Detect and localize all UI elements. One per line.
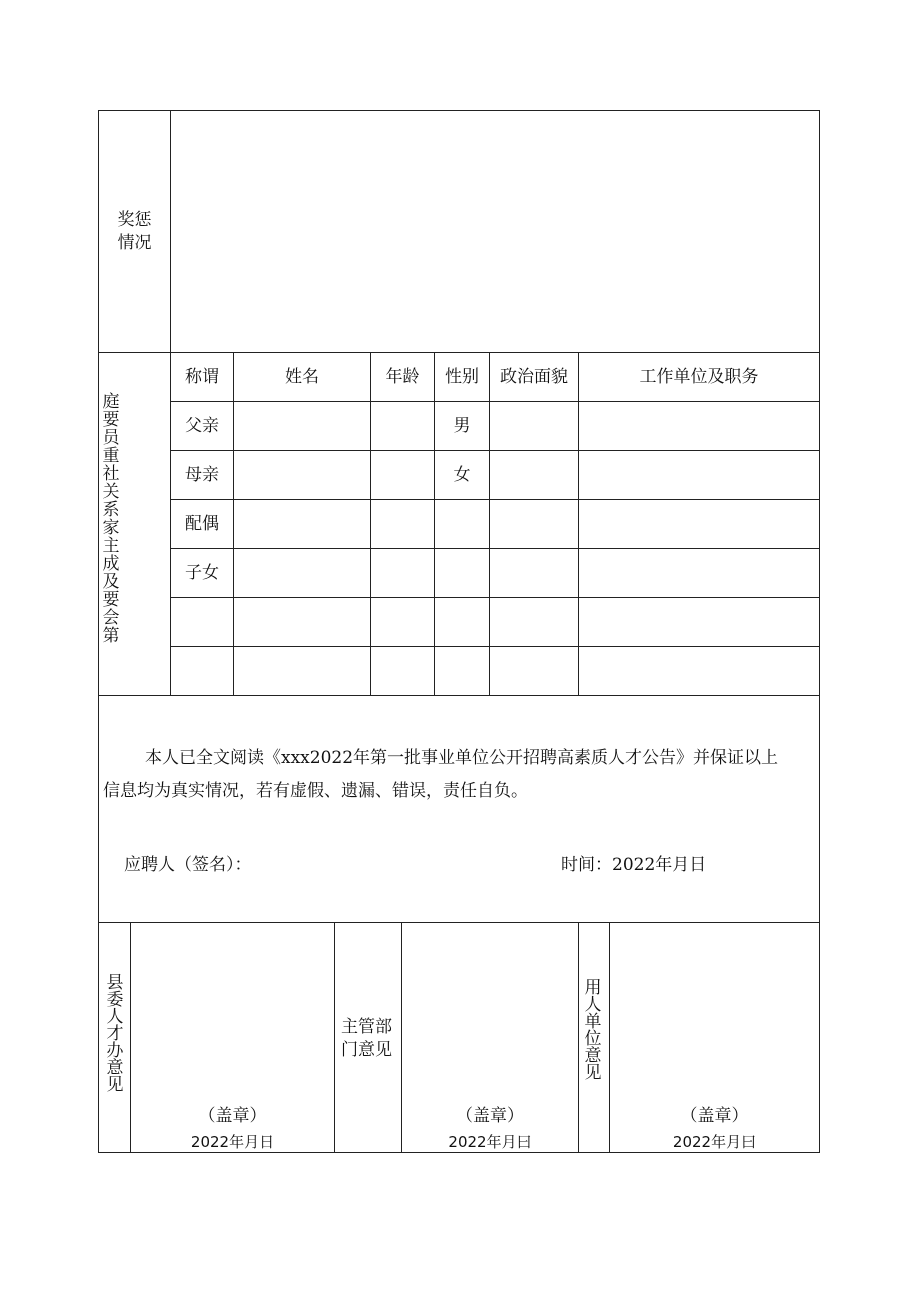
declaration-line2: 信息均为真实情况，若有虚假、遗漏、错误，责任自负。 [103, 781, 528, 801]
divider [578, 352, 579, 695]
header-name: 姓名 [285, 367, 319, 387]
header-relation: 称谓 [185, 367, 219, 387]
approval-date-employer: 2022年月曰 [672, 1133, 757, 1151]
divider [170, 401, 819, 402]
awards-label-line2: 情况 [117, 233, 152, 253]
divider [170, 499, 819, 500]
divider [170, 548, 819, 549]
row-relation: 母亲 [185, 465, 219, 485]
declaration-line1: 本人已全文阅读《xxx2022年第一批事业单位公开招聘高素质人才公告》并保证以上 [145, 748, 779, 768]
divider [99, 352, 819, 353]
dept-label-line1: 主管部 [341, 1017, 392, 1037]
divider [170, 450, 819, 451]
county-talent-office-label: 县委人才办意见 [106, 973, 124, 1095]
registration-form [98, 110, 820, 1153]
divider [170, 597, 819, 598]
approval-date-county: 2022年月日 [190, 1133, 275, 1151]
employer-label: 用人单位意见 [584, 978, 602, 1083]
approval-date-dept: 2022年月曰 [448, 1133, 532, 1151]
seal-label: （盖章） [456, 1106, 524, 1126]
divider [489, 352, 490, 695]
header-age: 年龄 [385, 367, 420, 387]
row-relation: 配偶 [185, 514, 219, 534]
divider [370, 352, 371, 695]
header-gender: 性别 [445, 367, 479, 387]
divider [233, 352, 234, 695]
family-section-label: 庭要员重社关系家主成及要会第 [102, 392, 120, 646]
divider [170, 646, 819, 647]
header-employer-position: 工作单位及职务 [639, 367, 759, 387]
divider [99, 922, 819, 923]
seal-label: （盖章） [680, 1106, 749, 1126]
time-label: 时间：2022年月日 [561, 855, 707, 875]
header-political-status: 政治面貌 [500, 367, 568, 387]
divider [334, 922, 335, 1152]
dept-label-line2: 门意见 [341, 1040, 392, 1060]
awards-content-field[interactable] [171, 111, 819, 352]
row-relation: 父亲 [185, 416, 219, 436]
awards-label-line1: 奖惩 [117, 210, 152, 230]
row-gender: 女 [453, 465, 471, 485]
row-relation: 子女 [185, 563, 219, 583]
seal-label: （盖章） [198, 1106, 267, 1126]
signer-label: 应聘人（签名）： [124, 855, 252, 875]
divider [434, 352, 435, 695]
divider [578, 922, 579, 1152]
divider [99, 695, 819, 696]
row-gender: 男 [453, 416, 471, 436]
